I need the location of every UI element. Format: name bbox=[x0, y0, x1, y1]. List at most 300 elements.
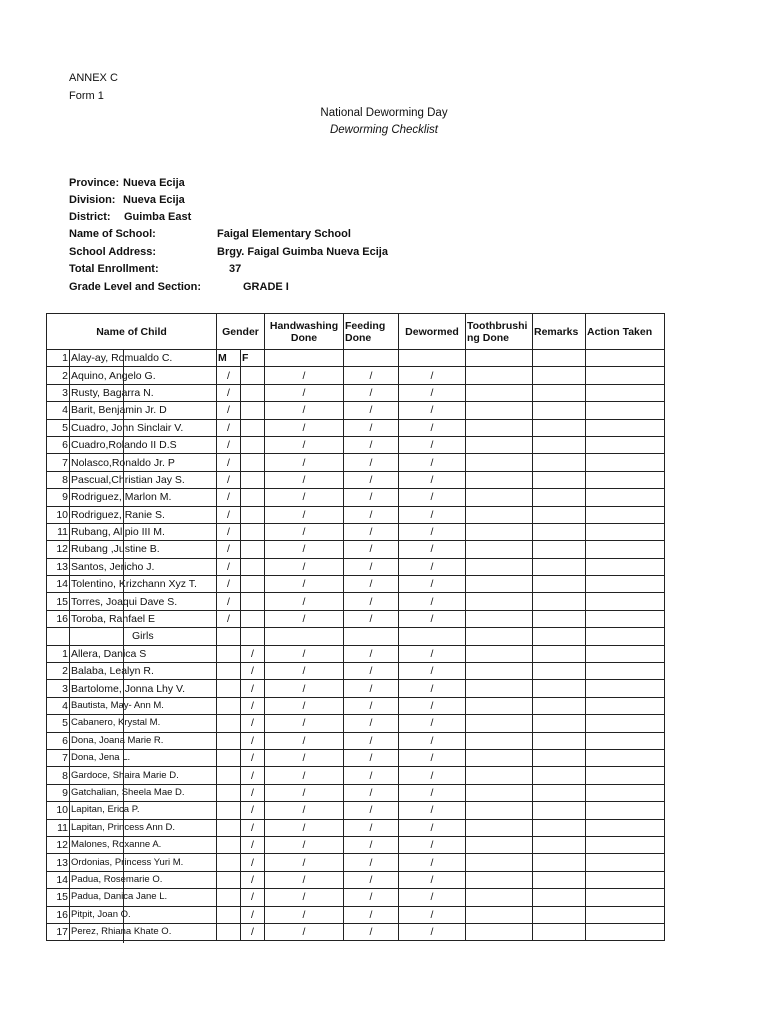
row-number: 12 bbox=[47, 541, 70, 558]
table-row bbox=[47, 610, 665, 627]
action-taken-cell bbox=[586, 854, 665, 871]
handwashing-cell: / bbox=[265, 367, 344, 384]
table-row bbox=[47, 402, 665, 419]
row-number: 9 bbox=[47, 784, 70, 801]
gender-f-cell bbox=[241, 610, 265, 627]
remarks-cell bbox=[533, 523, 586, 540]
table-row bbox=[47, 871, 665, 888]
gender-f-cell: / bbox=[241, 854, 265, 871]
handwashing-cell: / bbox=[265, 819, 344, 836]
gender-m-cell bbox=[217, 889, 241, 906]
remarks-cell bbox=[533, 610, 586, 627]
dewormed-cell: / bbox=[399, 802, 466, 819]
table-row bbox=[47, 576, 665, 593]
gender-m-cell: / bbox=[217, 558, 241, 575]
dewormed-cell: / bbox=[399, 836, 466, 853]
remarks-cell bbox=[533, 802, 586, 819]
action-taken-cell bbox=[586, 715, 665, 732]
toothbrushing-cell bbox=[466, 854, 533, 871]
toothbrushing-cell bbox=[466, 680, 533, 697]
toothbrushing-cell bbox=[466, 506, 533, 523]
action-taken-cell bbox=[586, 871, 665, 888]
handwashing-cell: / bbox=[265, 749, 344, 766]
dewormed-cell: / bbox=[399, 610, 466, 627]
child-name: Pascual,Christian Jay S. bbox=[70, 471, 217, 488]
child-name: Lapitan, Erica P. bbox=[70, 802, 217, 819]
table-row bbox=[47, 454, 665, 471]
header-toothbrushing: Toothbrushing Done bbox=[466, 314, 533, 350]
table-row bbox=[47, 767, 665, 784]
gender-f-cell: / bbox=[241, 784, 265, 801]
gender-m-cell: / bbox=[217, 506, 241, 523]
dewormed-cell: / bbox=[399, 384, 466, 401]
remarks-cell bbox=[533, 645, 586, 662]
feeding-cell: / bbox=[344, 558, 399, 575]
action-taken-cell bbox=[586, 541, 665, 558]
feeding-cell: / bbox=[344, 471, 399, 488]
toothbrushing-cell bbox=[466, 419, 533, 436]
toothbrushing-cell bbox=[466, 523, 533, 540]
gender-f-cell: / bbox=[241, 802, 265, 819]
feeding-cell: / bbox=[344, 819, 399, 836]
table-row bbox=[47, 923, 665, 940]
dewormed-cell bbox=[399, 350, 466, 367]
toothbrushing-cell bbox=[466, 767, 533, 784]
table-row bbox=[47, 715, 665, 732]
gender-f-cell: / bbox=[241, 645, 265, 662]
toothbrushing-cell bbox=[466, 436, 533, 453]
child-name: Rusty, Bagarra N. bbox=[70, 384, 217, 401]
table-header-row bbox=[47, 314, 665, 350]
empty-cell bbox=[344, 628, 399, 645]
handwashing-cell: / bbox=[265, 541, 344, 558]
action-taken-cell bbox=[586, 819, 665, 836]
action-taken-cell bbox=[586, 889, 665, 906]
handwashing-cell: / bbox=[265, 680, 344, 697]
action-taken-cell bbox=[586, 489, 665, 506]
school-address-value: Brgy. Faigal Guimba Nueva Ecija bbox=[217, 246, 388, 258]
row-number: 2 bbox=[47, 367, 70, 384]
handwashing-cell: / bbox=[265, 767, 344, 784]
feeding-cell: / bbox=[344, 506, 399, 523]
gender-f-cell bbox=[241, 436, 265, 453]
toothbrushing-cell bbox=[466, 819, 533, 836]
table-row bbox=[47, 419, 665, 436]
table-row bbox=[47, 558, 665, 575]
child-name: Malones, Roxanne A. bbox=[70, 836, 217, 853]
total-enrollment-label: Total Enrollment: bbox=[69, 263, 159, 275]
handwashing-cell: / bbox=[265, 854, 344, 871]
table-row bbox=[47, 367, 665, 384]
empty-cell bbox=[241, 628, 265, 645]
district-value: Guimba East bbox=[124, 211, 192, 223]
gender-m-label: M bbox=[217, 350, 241, 367]
dewormed-cell: / bbox=[399, 663, 466, 680]
handwashing-cell: / bbox=[265, 923, 344, 940]
action-taken-cell bbox=[586, 767, 665, 784]
gender-f-cell: / bbox=[241, 906, 265, 923]
remarks-cell bbox=[533, 732, 586, 749]
gender-m-cell: / bbox=[217, 593, 241, 610]
row-number: 14 bbox=[47, 871, 70, 888]
toothbrushing-cell bbox=[466, 350, 533, 367]
handwashing-cell: / bbox=[265, 610, 344, 627]
gender-f-cell bbox=[241, 367, 265, 384]
table-row bbox=[47, 680, 665, 697]
dewormed-cell: / bbox=[399, 576, 466, 593]
row-number: 7 bbox=[47, 749, 70, 766]
gender-f-cell: / bbox=[241, 697, 265, 714]
remarks-cell bbox=[533, 767, 586, 784]
dewormed-cell: / bbox=[399, 749, 466, 766]
child-name: Bautista, May- Ann M. bbox=[70, 697, 217, 714]
header-handwashing: Handwashing Done bbox=[265, 314, 344, 350]
gender-m-cell bbox=[217, 680, 241, 697]
handwashing-cell: / bbox=[265, 732, 344, 749]
remarks-cell bbox=[533, 819, 586, 836]
child-name: Santos, Jericho J. bbox=[70, 558, 217, 575]
table-row bbox=[47, 836, 665, 853]
row-number: 4 bbox=[47, 402, 70, 419]
gender-f-cell: / bbox=[241, 663, 265, 680]
feeding-cell: / bbox=[344, 454, 399, 471]
feeding-cell: / bbox=[344, 419, 399, 436]
gender-f-cell: / bbox=[241, 715, 265, 732]
row-number: 1 bbox=[47, 645, 70, 662]
gender-m-cell: / bbox=[217, 541, 241, 558]
row-number: 8 bbox=[47, 767, 70, 784]
gender-m-cell: / bbox=[217, 384, 241, 401]
row-number: 16 bbox=[47, 610, 70, 627]
handwashing-cell: / bbox=[265, 506, 344, 523]
gender-f-cell bbox=[241, 402, 265, 419]
remarks-cell bbox=[533, 697, 586, 714]
row-number: 14 bbox=[47, 576, 70, 593]
row-number: 11 bbox=[47, 819, 70, 836]
gender-m-cell: / bbox=[217, 610, 241, 627]
table-row bbox=[47, 593, 665, 610]
feeding-cell: / bbox=[344, 663, 399, 680]
remarks-cell bbox=[533, 576, 586, 593]
gender-f-cell: / bbox=[241, 871, 265, 888]
toothbrushing-cell bbox=[466, 923, 533, 940]
gender-m-cell: / bbox=[217, 523, 241, 540]
row-number: 17 bbox=[47, 923, 70, 940]
remarks-cell bbox=[533, 749, 586, 766]
gender-m-cell: / bbox=[217, 436, 241, 453]
gender-f-cell bbox=[241, 558, 265, 575]
feeding-cell: / bbox=[344, 645, 399, 662]
table-row bbox=[47, 906, 665, 923]
dewormed-cell: / bbox=[399, 489, 466, 506]
feeding-cell: / bbox=[344, 767, 399, 784]
toothbrushing-cell bbox=[466, 558, 533, 575]
gender-m-cell: / bbox=[217, 489, 241, 506]
table-row bbox=[47, 749, 665, 766]
gender-m-cell bbox=[217, 906, 241, 923]
action-taken-cell bbox=[586, 350, 665, 367]
child-name: Torres, Joaqui Dave S. bbox=[70, 593, 217, 610]
handwashing-cell: / bbox=[265, 558, 344, 575]
gender-m-cell: / bbox=[217, 471, 241, 488]
dewormed-cell: / bbox=[399, 871, 466, 888]
toothbrushing-cell bbox=[466, 749, 533, 766]
child-name: Padua, Rosemarie O. bbox=[70, 871, 217, 888]
remarks-cell bbox=[533, 715, 586, 732]
table-row bbox=[47, 697, 665, 714]
feeding-cell bbox=[344, 350, 399, 367]
child-name: Pitpit, Joan O. bbox=[70, 906, 217, 923]
toothbrushing-cell bbox=[466, 384, 533, 401]
row-number: 10 bbox=[47, 802, 70, 819]
empty-cell bbox=[399, 628, 466, 645]
gender-f-cell bbox=[241, 523, 265, 540]
toothbrushing-cell bbox=[466, 454, 533, 471]
child-name: Gardoce, Shaira Marie D. bbox=[70, 767, 217, 784]
empty-cell bbox=[466, 628, 533, 645]
dewormed-cell: / bbox=[399, 558, 466, 575]
dewormed-cell: / bbox=[399, 889, 466, 906]
feeding-cell: / bbox=[344, 715, 399, 732]
feeding-cell: / bbox=[344, 436, 399, 453]
action-taken-cell bbox=[586, 523, 665, 540]
empty-cell bbox=[586, 628, 665, 645]
remarks-cell bbox=[533, 923, 586, 940]
gender-f-cell bbox=[241, 419, 265, 436]
action-taken-cell bbox=[586, 436, 665, 453]
handwashing-cell: / bbox=[265, 871, 344, 888]
header-gender: Gender bbox=[217, 314, 265, 350]
row-number: 6 bbox=[47, 732, 70, 749]
gender-m-cell bbox=[217, 784, 241, 801]
feeding-cell: / bbox=[344, 489, 399, 506]
gender-m-cell bbox=[217, 645, 241, 662]
child-name: Bartolome, Jonna Lhy V. bbox=[70, 680, 217, 697]
handwashing-cell: / bbox=[265, 384, 344, 401]
row-number: 5 bbox=[47, 419, 70, 436]
empty-cell bbox=[217, 628, 241, 645]
row-number: 5 bbox=[47, 715, 70, 732]
gender-f-cell: / bbox=[241, 732, 265, 749]
toothbrushing-cell bbox=[466, 576, 533, 593]
dewormed-cell: / bbox=[399, 541, 466, 558]
child-name: Ordonias, Princess Yuri M. bbox=[70, 854, 217, 871]
action-taken-cell bbox=[586, 471, 665, 488]
school-address-label: School Address: bbox=[69, 246, 156, 258]
grade-level-value: GRADE I bbox=[243, 281, 289, 293]
child-name: Perez, Rhiana Khate O. bbox=[70, 923, 217, 940]
dewormed-cell: / bbox=[399, 419, 466, 436]
row-number: 3 bbox=[47, 384, 70, 401]
feeding-cell: / bbox=[344, 871, 399, 888]
remarks-cell bbox=[533, 593, 586, 610]
action-taken-cell bbox=[586, 923, 665, 940]
toothbrushing-cell bbox=[466, 784, 533, 801]
feeding-cell: / bbox=[344, 697, 399, 714]
table-row bbox=[47, 802, 665, 819]
gender-m-cell bbox=[217, 854, 241, 871]
table-row bbox=[47, 523, 665, 540]
feeding-cell: / bbox=[344, 610, 399, 627]
empty-cell bbox=[533, 628, 586, 645]
gender-f-label: F bbox=[241, 350, 265, 367]
row-number: 15 bbox=[47, 593, 70, 610]
handwashing-cell: / bbox=[265, 402, 344, 419]
dewormed-cell: / bbox=[399, 854, 466, 871]
grade-level-label: Grade Level and Section: bbox=[69, 281, 202, 293]
child-name: Cuadro, John Sinclair V. bbox=[70, 419, 217, 436]
dewormed-cell: / bbox=[399, 697, 466, 714]
girls-section-row bbox=[47, 628, 665, 645]
feeding-cell: / bbox=[344, 367, 399, 384]
table-row bbox=[47, 732, 665, 749]
feeding-cell: / bbox=[344, 923, 399, 940]
remarks-cell bbox=[533, 384, 586, 401]
dewormed-cell: / bbox=[399, 402, 466, 419]
handwashing-cell: / bbox=[265, 802, 344, 819]
table-row bbox=[47, 854, 665, 871]
school-name-label: Name of School: bbox=[69, 228, 156, 240]
row-number: 7 bbox=[47, 454, 70, 471]
feeding-cell: / bbox=[344, 523, 399, 540]
dewormed-cell: / bbox=[399, 680, 466, 697]
document-title: National Deworming Day bbox=[320, 107, 448, 119]
gender-f-cell bbox=[241, 506, 265, 523]
handwashing-cell: / bbox=[265, 419, 344, 436]
action-taken-cell bbox=[586, 732, 665, 749]
feeding-cell: / bbox=[344, 576, 399, 593]
gender-f-cell bbox=[241, 454, 265, 471]
toothbrushing-cell bbox=[466, 889, 533, 906]
feeding-cell: / bbox=[344, 889, 399, 906]
district-label: District: bbox=[69, 211, 111, 223]
remarks-cell bbox=[533, 436, 586, 453]
action-taken-cell bbox=[586, 454, 665, 471]
gender-f-cell bbox=[241, 384, 265, 401]
remarks-cell bbox=[533, 836, 586, 853]
dewormed-cell: / bbox=[399, 923, 466, 940]
deworming-checklist-table bbox=[46, 313, 665, 941]
feeding-cell: / bbox=[344, 854, 399, 871]
gender-f-cell: / bbox=[241, 836, 265, 853]
feeding-cell: / bbox=[344, 836, 399, 853]
gender-m-cell bbox=[217, 871, 241, 888]
handwashing-cell: / bbox=[265, 489, 344, 506]
row-number: 15 bbox=[47, 889, 70, 906]
handwashing-cell: / bbox=[265, 523, 344, 540]
child-name: Tolentino, Krizchann Xyz T. bbox=[70, 576, 217, 593]
remarks-cell bbox=[533, 558, 586, 575]
table-row bbox=[47, 350, 665, 367]
division-value: Nueva Ecija bbox=[123, 194, 185, 206]
handwashing-cell: / bbox=[265, 784, 344, 801]
gender-f-cell: / bbox=[241, 923, 265, 940]
handwashing-cell: / bbox=[265, 715, 344, 732]
toothbrushing-cell bbox=[466, 715, 533, 732]
toothbrushing-cell bbox=[466, 871, 533, 888]
row-number: 16 bbox=[47, 906, 70, 923]
gender-m-cell: / bbox=[217, 576, 241, 593]
toothbrushing-cell bbox=[466, 367, 533, 384]
row-number bbox=[47, 628, 70, 645]
child-name: Cabanero, Krystal M. bbox=[70, 715, 217, 732]
action-taken-cell bbox=[586, 697, 665, 714]
dewormed-cell: / bbox=[399, 767, 466, 784]
feeding-cell: / bbox=[344, 802, 399, 819]
gender-m-cell: / bbox=[217, 367, 241, 384]
action-taken-cell bbox=[586, 836, 665, 853]
gender-m-cell bbox=[217, 923, 241, 940]
dewormed-cell: / bbox=[399, 906, 466, 923]
dewormed-cell: / bbox=[399, 506, 466, 523]
remarks-cell bbox=[533, 471, 586, 488]
child-name: Aquino, Angelo G. bbox=[70, 367, 217, 384]
gender-m-cell bbox=[217, 697, 241, 714]
toothbrushing-cell bbox=[466, 541, 533, 558]
handwashing-cell: / bbox=[265, 645, 344, 662]
child-name: Barit, Benjamin Jr. D bbox=[70, 402, 217, 419]
row-number: 2 bbox=[47, 663, 70, 680]
gender-f-cell: / bbox=[241, 889, 265, 906]
row-number: 8 bbox=[47, 471, 70, 488]
row-number: 4 bbox=[47, 697, 70, 714]
dewormed-cell: / bbox=[399, 645, 466, 662]
action-taken-cell bbox=[586, 749, 665, 766]
handwashing-cell: / bbox=[265, 576, 344, 593]
division-label: Division: bbox=[69, 194, 116, 206]
action-taken-cell bbox=[586, 906, 665, 923]
child-name: Allera, Danica S bbox=[70, 645, 217, 662]
remarks-cell bbox=[533, 889, 586, 906]
row-number: 13 bbox=[47, 854, 70, 871]
dewormed-cell: / bbox=[399, 732, 466, 749]
child-name: Rubang ,Justine B. bbox=[70, 541, 217, 558]
dewormed-cell: / bbox=[399, 819, 466, 836]
dewormed-cell: / bbox=[399, 593, 466, 610]
toothbrushing-cell bbox=[466, 836, 533, 853]
empty-cell bbox=[265, 628, 344, 645]
row-number: 9 bbox=[47, 489, 70, 506]
handwashing-cell: / bbox=[265, 697, 344, 714]
feeding-cell: / bbox=[344, 732, 399, 749]
handwashing-cell: / bbox=[265, 663, 344, 680]
child-name: Alay-ay, Romualdo C. bbox=[70, 350, 217, 367]
gender-m-cell bbox=[217, 819, 241, 836]
remarks-cell bbox=[533, 367, 586, 384]
action-taken-cell bbox=[586, 645, 665, 662]
action-taken-cell bbox=[586, 367, 665, 384]
table-row bbox=[47, 889, 665, 906]
gender-m-cell bbox=[217, 749, 241, 766]
remarks-cell bbox=[533, 680, 586, 697]
gender-m-cell bbox=[217, 715, 241, 732]
header-remarks: Remarks bbox=[533, 314, 586, 350]
child-name: Toroba, Rahfael E bbox=[70, 610, 217, 627]
toothbrushing-cell bbox=[466, 732, 533, 749]
feeding-cell: / bbox=[344, 680, 399, 697]
row-number: 12 bbox=[47, 836, 70, 853]
toothbrushing-cell bbox=[466, 663, 533, 680]
action-taken-cell bbox=[586, 802, 665, 819]
remarks-cell bbox=[533, 784, 586, 801]
remarks-cell bbox=[533, 454, 586, 471]
toothbrushing-cell bbox=[466, 593, 533, 610]
gender-m-cell: / bbox=[217, 454, 241, 471]
header-action-taken: Action Taken bbox=[586, 314, 665, 350]
remarks-cell bbox=[533, 663, 586, 680]
table-row bbox=[47, 436, 665, 453]
province-label: Province: bbox=[69, 177, 120, 189]
